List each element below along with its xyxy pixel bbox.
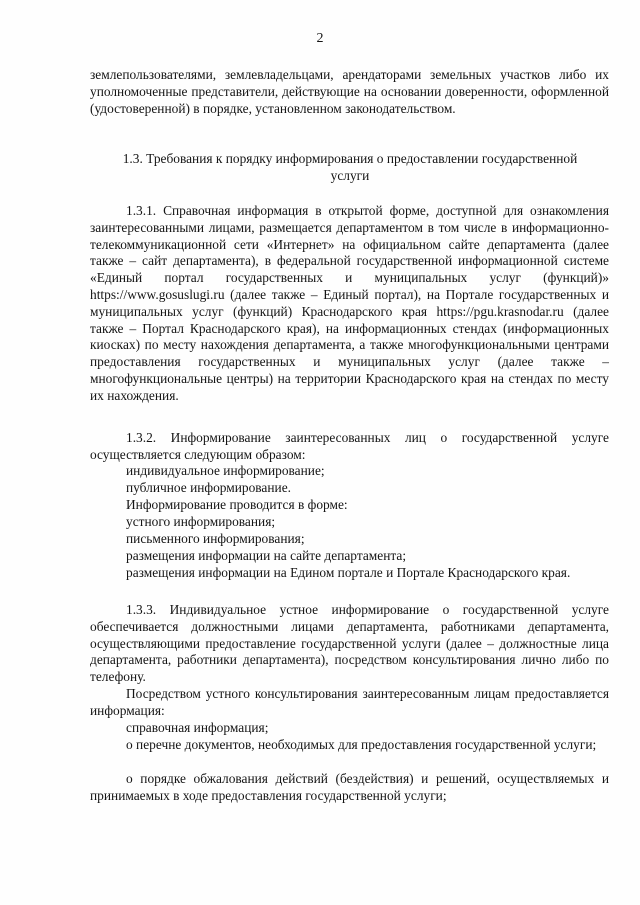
consult-intro: Посредством устного консультирования заинтересованным лицам предоставляется информация: xyxy=(90,686,609,718)
list-item: публичное информирование. xyxy=(126,480,292,495)
list-item: индивидуальное информирование; xyxy=(126,463,325,478)
section-heading: 1.3. Требования к порядку информирования о предоставлении государственной услуги xyxy=(122,151,578,183)
intro-paragraph: землепользователями, землевладельцами, арендаторами земельных участков либо их уполномоченные представители, действующие на основании доверенности, оформленной (удостоверенной) в порядке, установленном законодательством. xyxy=(90,67,609,116)
list-item: размещения информации на сайте департамента; xyxy=(126,548,407,563)
paragraph-1-3-2: 1.3.2. Информирование заинтересованных лиц о государственной услуге осуществляется следующим образом: xyxy=(90,430,609,462)
paragraph-1-3-1: 1.3.1. Справочная информация в открытой форме, доступной для ознакомления заинтересованными лицами, размещается департаментом в том числе в информационно-телекоммуникационной сети «Интернет» на официальном сайте департамента (далее также – сайт департамента), в федеральной государственной информационной системе «Единый портал государственных и муниципальных услуг (функций)» https://www.gosuslugi.ru (далее также – Единый портал), на Портале государственных и муниципальных услуг (функций) Краснодарского края https://pgu.krasnodar.ru (далее также – Портал Краснодарского края), на информационных стендах (информационных киосках) по месту нахождения департамента, а также многофункциональными центрами предоставления государственных и муниципальных услуг (далее также – многофункциональные центры) на территории Краснодарского края на стендах по месту их нахождения. xyxy=(90,203,609,403)
list-item: размещения информации на Едином портале и Портале Краснодарского края. xyxy=(126,565,571,580)
list-item: о перечне документов, необходимых для предоставления государственной услуги; xyxy=(126,737,597,752)
page-number: 2 xyxy=(316,31,324,46)
list-item: справочная информация; xyxy=(126,720,269,735)
list-item: о порядке обжалования действий (бездействия) и решений, осуществляемых и принимаемых в ходе предоставления государственной услуги; xyxy=(90,771,609,803)
list-item: письменного информирования; xyxy=(126,531,305,546)
paragraph-1-3-3: 1.3.3. Индивидуальное устное информирование о государственной услуге обеспечивается должностными лицами департамента, работниками департамента, осуществляющими предоставление государственной услуги (далее – должностные лица департамента, работники департамента), посредством консультирования лично либо по телефону. xyxy=(90,602,609,685)
forms-intro: Информирование проводится в форме: xyxy=(126,497,348,512)
list-item: устного информирования; xyxy=(126,514,276,529)
